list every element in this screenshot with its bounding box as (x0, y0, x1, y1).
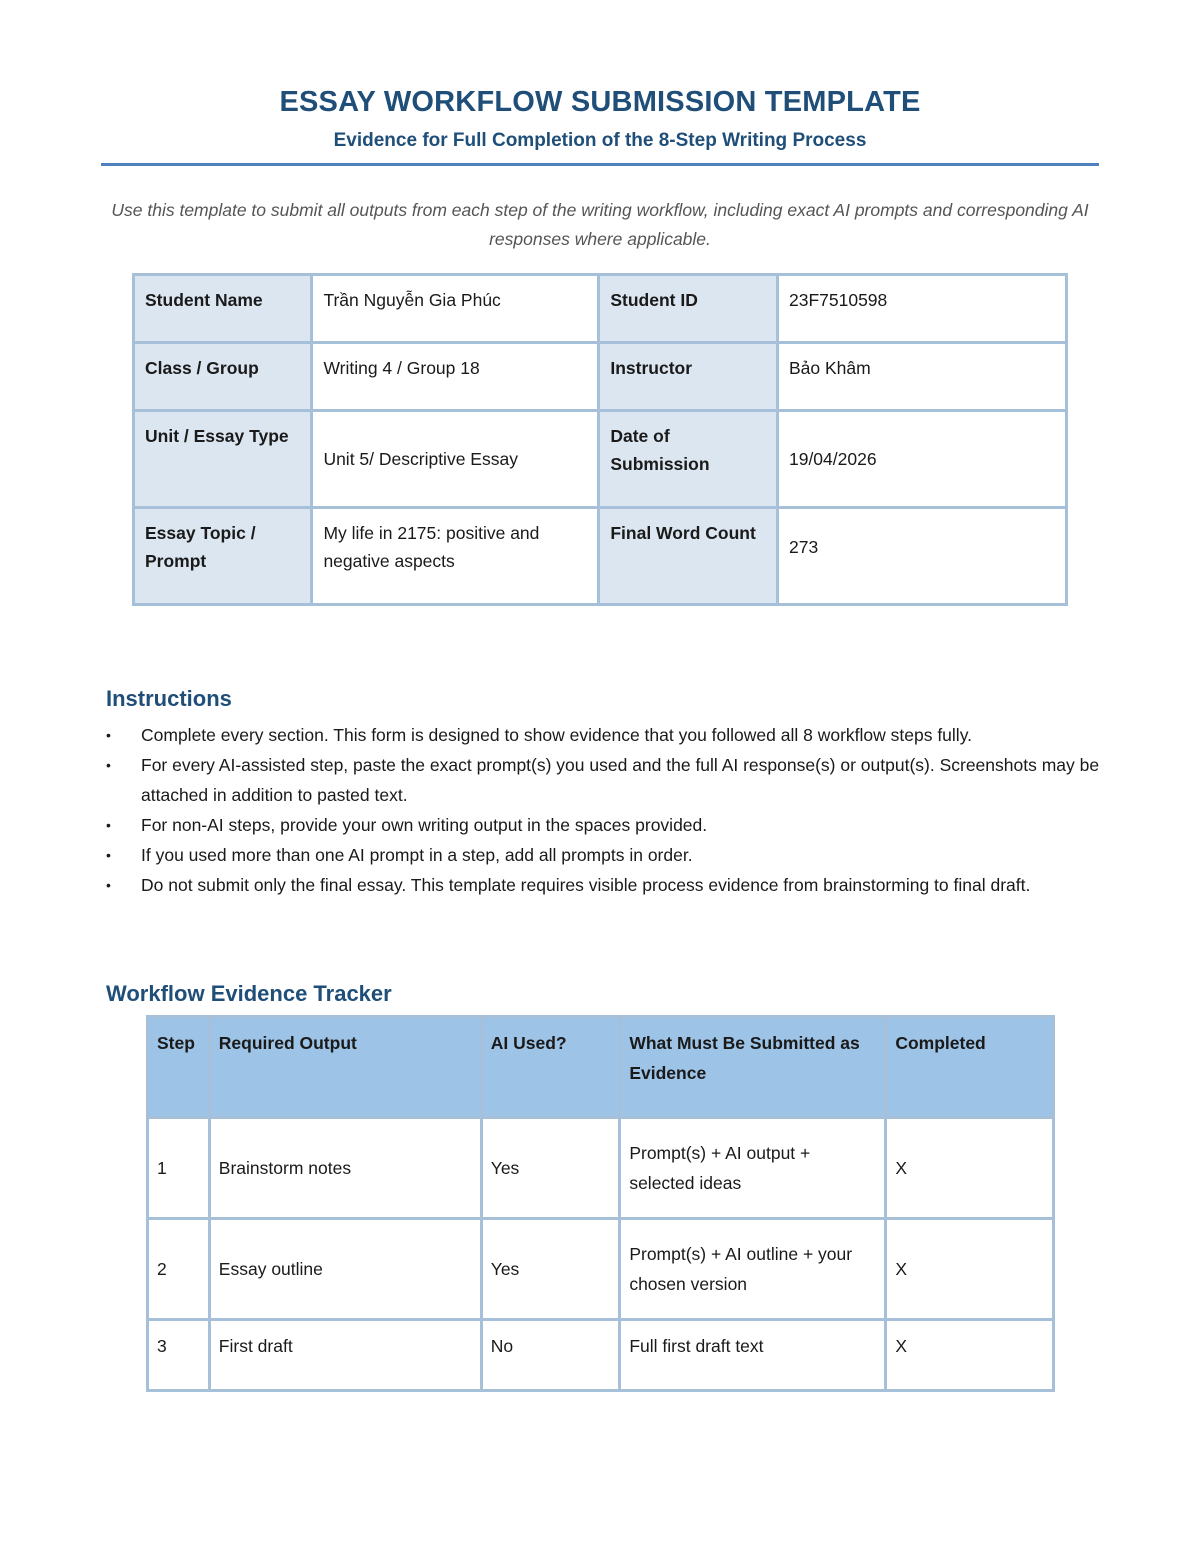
info-row (134, 508, 1067, 605)
completed-mark[interactable]: X (886, 1219, 1054, 1320)
instruction-text: Do not submit only the final essay. This template requires visible process evidence from brainstorming to final draft. (141, 875, 1031, 895)
bullet-icon: • (106, 877, 111, 893)
info-row (134, 343, 1067, 411)
instruction-text: For every AI-assisted step, paste the exact prompt(s) you used and the full AI response(s) or output(s). Screenshots may be attached in addition to pasted text. (141, 755, 1100, 805)
step-number: 3 (148, 1320, 210, 1391)
info-row (134, 411, 1067, 508)
info-row (134, 275, 1067, 343)
word-count-label: Final Word Count (599, 508, 778, 605)
column-header-completed: Completed (886, 1017, 1054, 1118)
completed-mark[interactable]: X (886, 1118, 1054, 1219)
table-row (148, 1118, 1054, 1219)
evidence: Prompt(s) + AI outline + your chosen version (620, 1219, 886, 1320)
instruction-text: If you used more than one AI prompt in a step, add all prompts in order. (141, 845, 693, 865)
instruction-item (106, 720, 1106, 750)
essay-type-value[interactable]: Unit 5/ Descriptive Essay (312, 411, 599, 508)
student-name-label: Student Name (134, 275, 312, 343)
instruction-item (106, 840, 1106, 870)
title-divider (101, 163, 1099, 166)
bullet-icon: • (106, 727, 111, 743)
column-header-ai-used: AI Used? (481, 1017, 620, 1118)
instruction-text: Complete every section. This form is designed to show evidence that you followed all 8 workflow steps fully. (141, 725, 973, 745)
ai-used[interactable]: Yes (481, 1219, 620, 1320)
required-output: Essay outline (209, 1219, 481, 1320)
student-info-table (132, 273, 1068, 606)
document-title: ESSAY WORKFLOW SUBMISSION TEMPLATE (279, 86, 921, 118)
evidence: Prompt(s) + AI output + selected ideas (620, 1118, 886, 1219)
column-header-evidence: What Must Be Submitted as Evidence (620, 1017, 886, 1118)
ai-used[interactable]: Yes (481, 1118, 620, 1219)
instructions-heading: Instructions (106, 686, 232, 711)
submission-date-value[interactable]: 19/04/2026 (777, 411, 1066, 508)
instruction-text: For non-AI steps, provide your own writing output in the spaces provided. (141, 815, 708, 835)
completed-mark[interactable]: X (886, 1320, 1054, 1391)
bullet-icon: • (106, 757, 111, 773)
submission-date-label: Date of Submission (599, 411, 778, 508)
required-output: Brainstorm notes (209, 1118, 481, 1219)
student-id-value[interactable]: 23F7510598 (777, 275, 1066, 343)
ai-used[interactable]: No (481, 1320, 620, 1391)
tracker-heading: Workflow Evidence Tracker (106, 981, 392, 1006)
instruction-item (106, 870, 1106, 900)
instructions-list (106, 720, 1106, 900)
tracker-header-row (148, 1017, 1054, 1118)
required-output: First draft (209, 1320, 481, 1391)
document-subtitle: Evidence for Full Completion of the 8-Step Writing Process (333, 130, 867, 151)
evidence: Full first draft text (620, 1320, 886, 1391)
instruction-item (106, 750, 1106, 810)
step-number: 2 (148, 1219, 210, 1320)
essay-topic-value[interactable]: My life in 2175: positive and negative aspects (312, 508, 599, 605)
bullet-icon: • (106, 817, 111, 833)
essay-topic-label: Essay Topic / Prompt (134, 508, 312, 605)
intro-text: Use this template to submit all outputs from each step of the writing workflow, including exact AI prompts and corresponding AI responses where applicable. (111, 200, 1089, 249)
class-group-value[interactable]: Writing 4 / Group 18 (312, 343, 599, 411)
instructor-value[interactable]: Bảo Khâm (777, 343, 1066, 411)
class-group-label: Class / Group (134, 343, 312, 411)
column-header-required-output: Required Output (209, 1017, 481, 1118)
table-row (148, 1320, 1054, 1391)
student-name-value[interactable]: Trần Nguyễn Gia Phúc (312, 275, 599, 343)
workflow-tracker-table (146, 1015, 1055, 1392)
word-count-value[interactable]: 273 (777, 508, 1066, 605)
essay-type-label: Unit / Essay Type (134, 411, 312, 508)
column-header-step: Step (148, 1017, 210, 1118)
instructor-label: Instructor (599, 343, 778, 411)
table-row (148, 1219, 1054, 1320)
student-id-label: Student ID (599, 275, 778, 343)
step-number: 1 (148, 1118, 210, 1219)
instruction-item (106, 810, 1106, 840)
bullet-icon: • (106, 847, 111, 863)
